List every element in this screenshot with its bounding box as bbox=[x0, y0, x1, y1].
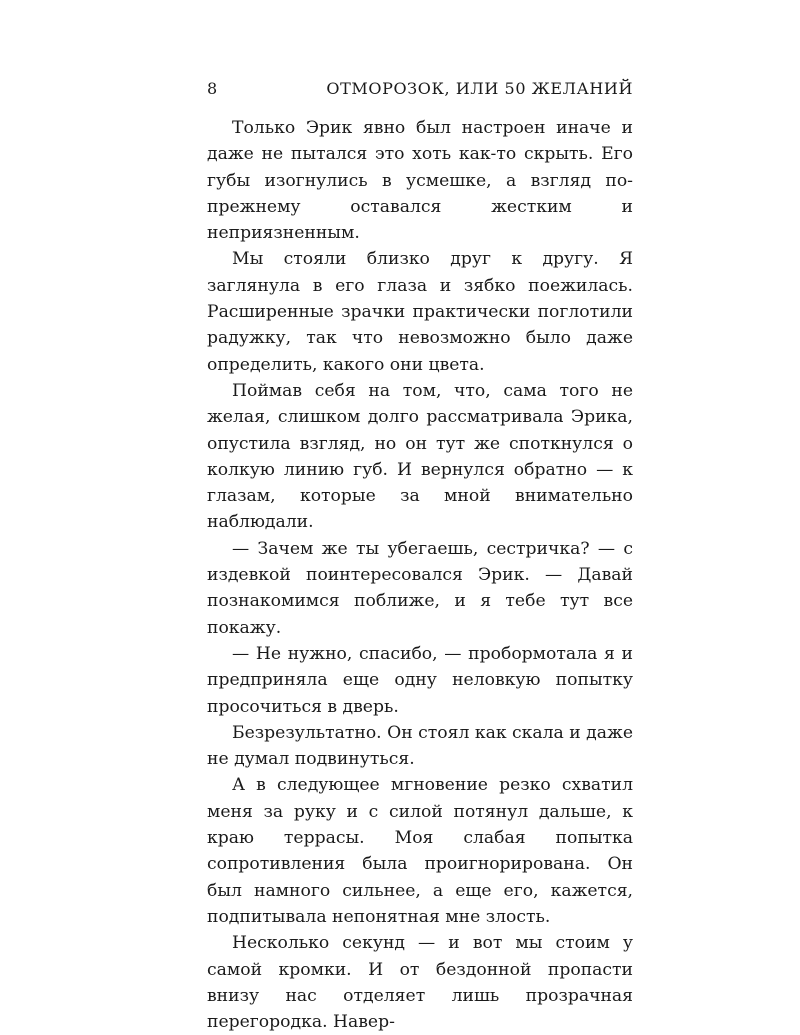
page-number: 8 bbox=[207, 79, 218, 98]
body-text bbox=[207, 115, 633, 1035]
paragraph: Мы стояли близко друг к другу. Я заглянула в его глаза и зябко поежилась. Расширенные зрачки практически поглотили радужку, так что невозможно было даже определить, какого они цвета. bbox=[207, 249, 633, 375]
book-title: ОТМОРОЗОК, ИЛИ 50 ЖЕЛАНИЙ bbox=[326, 79, 633, 98]
paragraph: А в следующее мгновение резко схватил меня за руку и с силой потянул дальше, к краю террасы. Моя слабая попытка сопротивления была проигнорирована. Он был намного сильнее, а еще его, кажется, подпитывала непонятная мне злость. bbox=[207, 775, 633, 927]
running-head bbox=[207, 78, 633, 100]
paragraph: Несколько секунд — и вот мы стоим у самой кромки. И от бездонной пропасти внизу нас отделяет лишь прозрачная перегородка. Навер- bbox=[207, 933, 633, 1033]
paragraph: Безрезультатно. Он стоял как скала и даже не думал подвинуться. bbox=[207, 722, 633, 770]
paragraph: — Не нужно, спасибо, — пробормотала я и предприняла еще одну неловкую попытку просочиться в дверь. bbox=[207, 643, 633, 717]
paragraph: Только Эрик явно был настроен иначе и даже не пытался это хоть как-то скрыть. Его губы изогнулись в усмешке, а взгляд по-прежнему оставался жестким и неприязненным. bbox=[207, 118, 633, 244]
paragraph: — Зачем же ты убегаешь, сестричка? — с издевкой поинтересовался Эрик. — Давай познакомимся поближе, и я тебе тут все покажу. bbox=[207, 538, 633, 638]
paragraph: Поймав себя на том, что, сама того не желая, слишком долго рассматривала Эрика, опустила взгляд, но он тут же споткнулся о колкую линию губ. И вернулся обратно — к глазам, которые за мной внимательно наблюдали. bbox=[207, 380, 633, 533]
